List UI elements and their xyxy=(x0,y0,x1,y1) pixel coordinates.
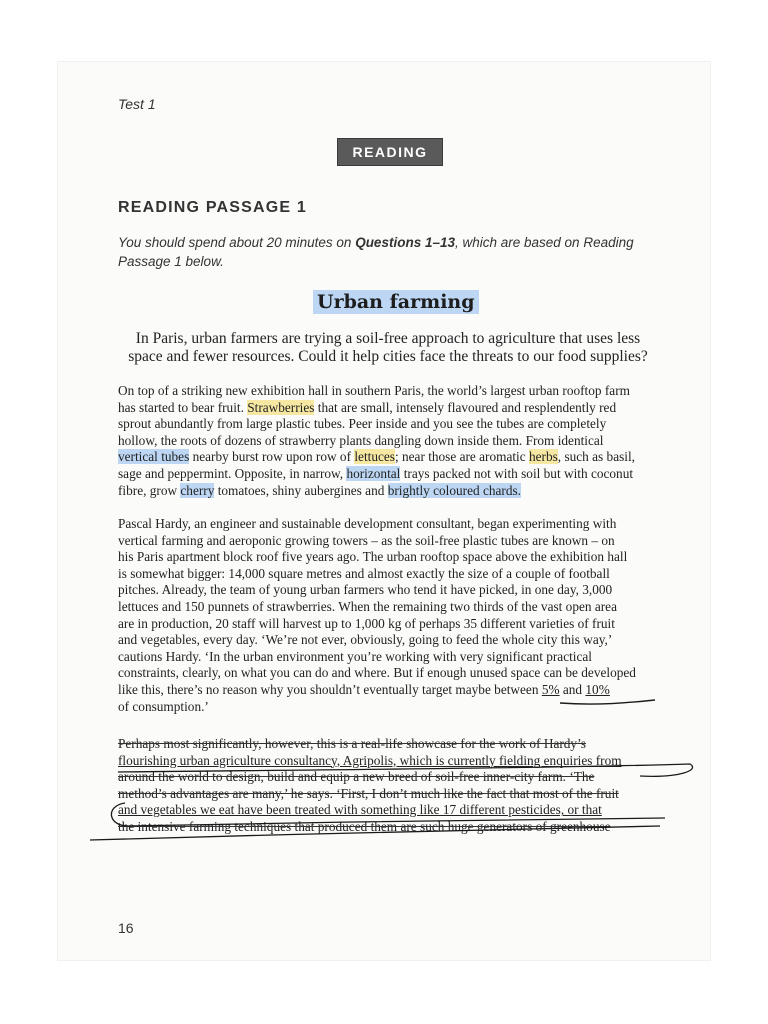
text-line: of consumption.’ xyxy=(118,698,209,714)
reading-section-label: READING xyxy=(337,138,443,166)
text-line: hollow, the roots of dozens of strawberry plants dangling down inside them. From identical xyxy=(118,432,604,448)
highlight-strawberries: Strawberries xyxy=(247,399,315,415)
paragraph-2 xyxy=(118,516,663,715)
text-line: constraints, clearly, on what you can do and where. But if enough unused space can be developed xyxy=(118,665,636,681)
article-lead xyxy=(118,330,658,366)
highlight-vertical-tubes: vertical tubes xyxy=(118,449,190,465)
text-line-struck: method’s advantages are many,’ he says. ‘First, I don’t much like the fact that most of the fruit xyxy=(118,785,619,801)
highlight-cherry: cherry xyxy=(180,482,215,498)
text-line: sage and peppermint. Opposite, in narrow, horizontal trays packed not with soil but with coconut xyxy=(118,465,634,481)
text-line: pitches. Already, the team of young urban farmers who tend it have picked, in one day, 3,000 xyxy=(118,582,613,598)
text-line-struck: Perhaps most significantly, however, this is a real-life showcase for the work of Hardy’s xyxy=(118,736,586,751)
highlight-lettuces: lettuces xyxy=(354,449,395,465)
lead-line: In Paris, urban farmers are trying a soil-free approach to agriculture that uses less xyxy=(135,330,641,347)
text-line: has started to bear fruit. Strawberries that are small, intensely flavoured and resplendently red xyxy=(118,399,617,415)
text-line: Pascal Hardy, an engineer and sustainable development consultant, began experimenting with xyxy=(118,516,617,531)
text-line: lettuces and 150 punnets of strawberries. When the remaining two thirds of the vast open area xyxy=(118,598,617,614)
text-line: vertical farming and aeroponic growing towers – as the soil-free plastic tubes are known – on xyxy=(118,532,615,548)
highlight-chards: brightly coloured chards. xyxy=(387,482,522,498)
highlight-herbs: herbs xyxy=(528,449,558,465)
instructions-prefix: You should spend about 20 minutes on xyxy=(118,235,356,250)
text-line: On top of a striking new exhibition hall in southern Paris, the world’s largest urban rooftop farm xyxy=(118,383,630,398)
text-line: fibre, grow cherry tomatoes, shiny aubergines and brightly coloured chards. xyxy=(118,482,522,498)
text-line: sprout abundantly from large plastic tubes. Peer inside and you see the tubes are completely xyxy=(118,416,607,432)
underline-5-percent: 5% xyxy=(541,681,560,697)
text-line-struck: the intensive farming techniques that produced them are such huge generators of greenhouse xyxy=(118,818,611,834)
text-line: cautions Hardy. ‘In the urban environment you’re working with very significant practical xyxy=(118,648,592,664)
passage-heading: READING PASSAGE 1 xyxy=(118,199,308,216)
text-line: his Paris apartment block roof five years ago. The urban rooftop space above the exhibition hall xyxy=(118,549,628,565)
instructions xyxy=(118,233,658,271)
lead-line: space and fewer resources. Could it help cities face the threats to our food supplies? xyxy=(128,348,648,365)
text-line: and vegetables, every day. ‘We’re not ever, obviously, going to feed the whole city this way,’ xyxy=(118,632,613,648)
underline-10-percent: 10% xyxy=(585,681,610,697)
instructions-questions: Questions 1–13 xyxy=(355,235,455,250)
paragraph-1 xyxy=(118,383,663,499)
text-line-struck: around the world to design, build and equip a new breed of soil-free inner-city farm. ‘The xyxy=(118,769,595,785)
highlight-horizontal: horizontal xyxy=(346,465,401,481)
text-line: is somewhat bigger: 14,000 square metres and almost exactly the size of a couple of football xyxy=(118,565,610,581)
text-line: are in production, 20 staff will harvest up to 1,000 kg of perhaps 35 different varieties of fruit xyxy=(118,615,615,631)
paragraph-3 xyxy=(118,736,663,836)
test-label: Test 1 xyxy=(118,96,156,112)
text-line-underlined: and vegetables we eat have been treated with something like 17 different pesticides, or that xyxy=(118,802,602,818)
text-line: like this, there’s no reason why you shouldn’t eventually target maybe between 5% and 10% xyxy=(118,681,610,697)
text-line-underlined: flourishing urban agriculture consultancy, Agripolis, which is currently fielding enquiries from xyxy=(118,752,622,768)
page-number: 16 xyxy=(118,920,134,936)
instructions-suffix: , which are based on Reading Passage 1 below. xyxy=(118,235,634,269)
text-line: vertical tubes nearby burst row upon row of lettuces; near those are aromatic herbs, such as basil, xyxy=(118,449,635,465)
article-title: Urban farming xyxy=(313,290,479,314)
